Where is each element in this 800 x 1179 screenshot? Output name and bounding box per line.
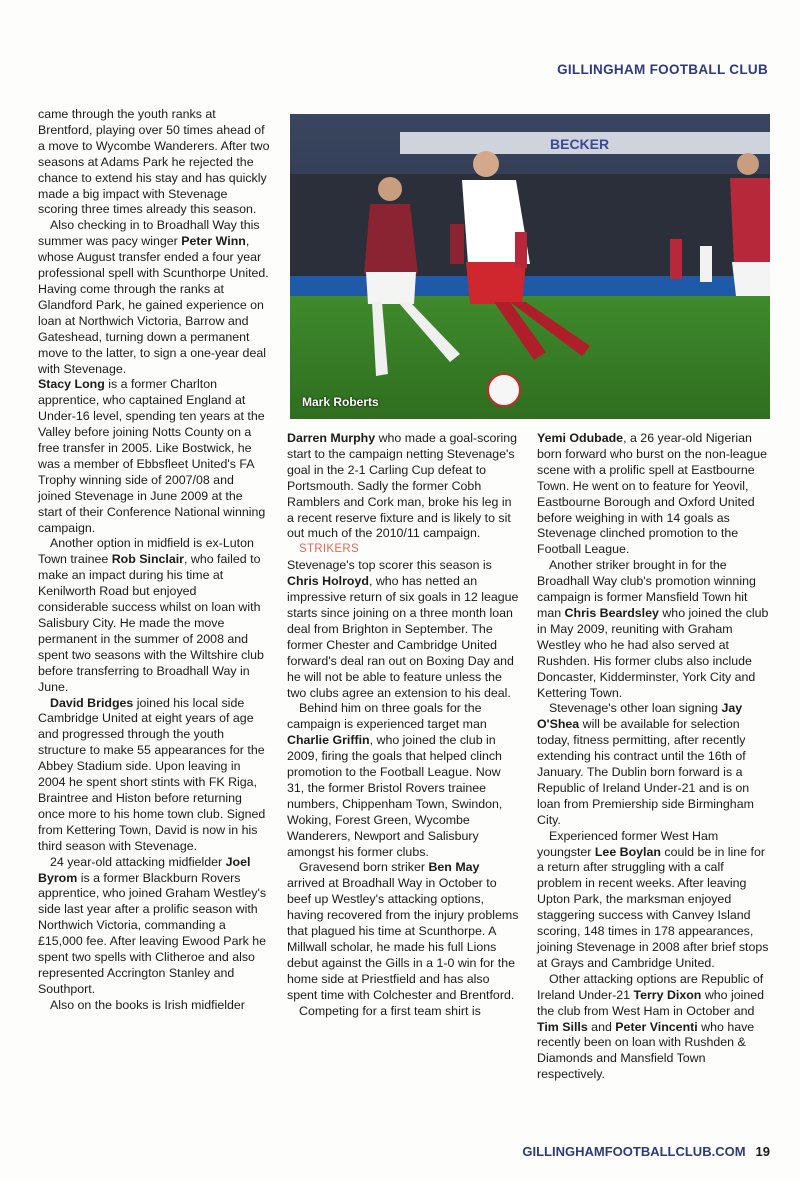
section-heading: STRIKERS xyxy=(299,543,359,556)
player-name: Stacy Long xyxy=(38,377,105,392)
player-name: Chris Holroyd xyxy=(287,574,369,589)
website-url: GILLINGHAMFOOTBALLCLUB.COM xyxy=(522,1144,746,1159)
article-column-3 xyxy=(537,431,769,1083)
paragraph: Also on the books is Irish midfielder xyxy=(50,997,245,1012)
paragraph: Behind him on three goals for the campaign is experienced target man Charlie Griffin, who joined the club in 2009, firing the goals that helped clinch promotion to the Football League. Now 31, the former Bristol Rovers trainee numbers, Chippenham Town, Swindon, Woking, Forest Green, Wycombe Wanderers, Newport and Salisbury amongst his former clubs. xyxy=(287,701,503,859)
paragraph: Yemi Odubade, a 26 year-old Nigerian born forward who burst on the non-league scene with a prolific spell at Eastbourne Town. He went on to feature for Yeovil, Eastbourne Borough and Oxford United before weighing in with 14 goals as Stevenage clinched promotion to the Football League. xyxy=(537,431,768,557)
player-name: Peter Winn xyxy=(181,234,246,249)
player-name: Charlie Griffin xyxy=(287,733,370,748)
match-photo-image xyxy=(290,114,770,419)
photo-credit: Mark Roberts xyxy=(302,395,379,409)
page-footer xyxy=(522,1144,770,1159)
player-name: Ben May xyxy=(428,860,480,875)
paragraph: Other attacking options are Republic of Ireland Under-21 Terry Dixon who joined the club from West Ham in October and Tim Sills and Peter Vincenti who have recently been on loan with Rushden & Diamonds and Mansfield Town respectively. xyxy=(537,971,765,1082)
player-name: David Bridges xyxy=(50,695,134,710)
paragraph: 24 year-old attacking midfielder Joel Byrom is a former Blackburn Rovers apprentice, who joined Graham Westley's side last year after a prolific season with Northwich Victoria, commanding a £15,000 fee. After leaving Ewood Park he spent two spells with Clitheroe and also represented Accrington Stanley and Southport. xyxy=(38,854,267,996)
paragraph: Also checking in to Broadhall Way this summer was pacy winger Peter Winn, whose August transfer ended a four year professional spell with Scunthorpe United. Having come through the ranks at Glandford Park, he gained experience on loan at Northwich Victoria, Barrow and Gateshead, turning down a permanent move to the latter, to sign a one-year deal with Stevenage. xyxy=(38,218,269,376)
player-name: Terry Dixon xyxy=(633,987,702,1002)
player-name: Jay O'Shea xyxy=(537,701,743,732)
paragraph: Stacy Long is a former Charlton apprentice, who captained England at Under-16 level, spending ten years at the Valley before joining Notts County on a free transfer in 2005. Like Bostwick, he was a member of Ebbsfleet United's FA Trophy winning side of 2007/08 and joined Stevenage in June 2009 at the start of their Conference National winning campaign. xyxy=(38,377,266,535)
player-name: Peter Vincenti xyxy=(615,1019,698,1034)
player-name: Rob Sinclair xyxy=(111,552,184,567)
paragraph: Another option in midfield is ex-Luton Town trainee Rob Sinclair, who failed to make an impact during his time at Kenilworth Road but enjoyed considerable success whilst on loan with Salisbury City. He made the move permanent in the summer of 2008 and spent two seasons with the Wiltshire club before transferring to Broadhall Way in June. xyxy=(38,536,264,694)
paragraph: Another striker brought in for the Broadhall Way club's promotion winning campaign is former Mansfield Town hit man Chris Beardsley who joined the club in May 2009, reuniting with Graham Westley who he had also served at Rushden. His former clubs also include Doncaster, Kidderminster, York City and Kettering Town. xyxy=(537,558,769,700)
football xyxy=(488,374,520,406)
article-column-2 xyxy=(287,431,519,1020)
running-header: GILLINGHAM FOOTBALL CLUB xyxy=(557,62,768,77)
stand-board-text: BECKER xyxy=(550,136,610,152)
page-number: 19 xyxy=(755,1144,770,1159)
paragraph: Stevenage's top scorer this season is Chris Holroyd, who has netted an impressive return of six goals in 12 league starts since joining on a three month loan deal from Brighton in September. The former Chester and Cambridge United forward's deal ran out on Boxing Day and he will not be able to feature unless the two clubs agree an extension to his deal. xyxy=(287,558,519,700)
player-name: Chris Beardsley xyxy=(564,605,659,620)
paragraph: Gravesend born striker Ben May arrived at Broadhall Way in October to beef up Westley's attacking options, having recovered from the injury problems that plagued his time at Scunthorpe. A Millwall scholar, he made his full Lions debut against the Gills in a 1-0 win for the home side at Priestfield and has also spent time with Colchester and Brentford. xyxy=(287,860,519,1002)
player-name: Tim Sills xyxy=(537,1019,588,1034)
player-name: Joel Byrom xyxy=(38,854,251,885)
player-name: Darren Murphy xyxy=(287,431,376,445)
paragraph: Experienced former West Ham youngster Lee Boylan could be in line for a return after struggling with a calf problem in recent weeks. After leaving Upton Park, the marksman enjoyed staggering success with Canvey Island scoring, 148 times in 178 appearances, joining Stevenage in 2008 after brief stops at Grays and Cambridge United. xyxy=(537,828,769,970)
paragraph: David Bridges joined his local side Cambridge United at eight years of age and progressed through the youth structure to make 55 appearances for the Abbey Stadium side. Upon leaving in 2004 he spent short stints with FK Riga, Braintree and Histon before returning once more to his home town club. Signed from Kettering Town, David is now in his third season with Stevenage. xyxy=(38,695,266,853)
player-name: Lee Boylan xyxy=(594,844,661,859)
paragraph: Stevenage's other loan signing Jay O'Shea will be available for selection today, fitness permitting, after recently extending his contract until the 16th of January. The Dublin born forward is a Republic of Ireland Under-21 and is on loan from Premiership side Birmingham City. xyxy=(537,701,754,827)
match-photo xyxy=(290,114,770,419)
paragraph: came through the youth ranks at Brentford, playing over 50 times ahead of a move to Wycombe Wanderers. After two seasons at Adams Park he rejected the chance to extend his stay and has quickly made a big impact with Stevenage scoring three times already this season. xyxy=(38,107,270,217)
paragraph: Competing for a first team shirt is xyxy=(299,1003,481,1018)
player-name: Yemi Odubade xyxy=(537,431,624,445)
paragraph: Darren Murphy who made a goal-scoring start to the campaign netting Stevenage's goal in the 2-1 Carling Cup defeat to Portsmouth. Sadly the former Cobh Ramblers and Cork man, broke his leg in a recent reserve fixture and is likely to sit out much of the 2010/11 campaign. xyxy=(287,431,518,541)
article-column-1 xyxy=(38,107,270,1014)
